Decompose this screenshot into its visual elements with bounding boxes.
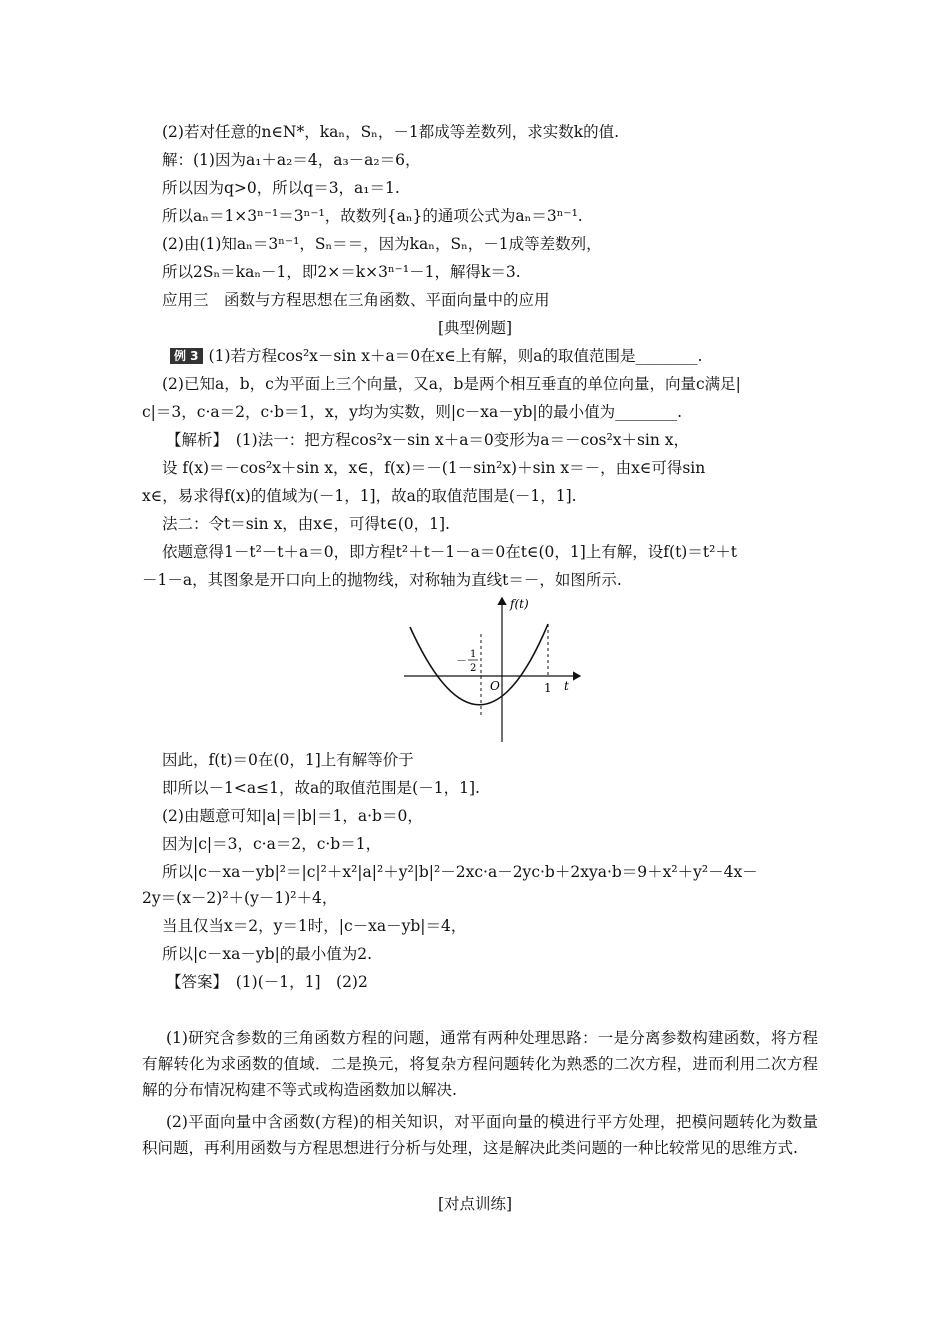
example-line: c|＝3，c·a＝2，c·b＝1，x，y均为实数，则|c－xa－yb|的最小值为________. <box>142 403 683 421</box>
fraction-denominator: 2 <box>470 663 477 674</box>
t-axis-label: t <box>564 679 569 693</box>
analysis-line: －1－a，其图象是开口向上的抛物线，对称轴为直线t＝－，如图所示. <box>142 571 622 589</box>
analysis-line: 所以|c－xa－yb|的最小值为2. <box>162 945 373 963</box>
method-note-2: (2)平面向量中含函数(方程)的相关知识，对平面向量的模进行平方处理，把模问题转化为数量积问题，再利用函数与方程思想进行分析与处理，这是解决此类问题的一种比较常见的思维方式. <box>142 1113 818 1157</box>
fraction-minus-sign: － <box>456 654 467 667</box>
fraction-numerator: 1 <box>470 649 477 660</box>
ft-axis-label: f(t) <box>510 597 529 611</box>
analysis-line: 设 f(x)＝－cos²x＋sin x，x∈，f(x)＝－(1－sin²x)＋sin x＝－，由x∈可得sin <box>162 459 706 477</box>
solution-line: 解：(1)因为a₁＋a₂＝4，a₃－a₂＝6， <box>162 151 421 169</box>
parabola-curve <box>410 624 548 705</box>
solution-line: 所以因为q>0，所以q＝3，a₁＝1. <box>162 179 400 197</box>
analysis-line: 所以|c－xa－yb|²＝|c|²＋x²|a|²＋y²|b|²－2xc·a－2yc·b＋2xya·b＝9＋x²＋y²－4x－ <box>162 863 758 881</box>
answer-line: 【答案】 (1)(－1，1] (2)2 <box>166 973 368 991</box>
solution-line: 所以2Sₙ＝kaₙ－1，即2×＝k×3ⁿ⁻¹－1，解得k＝3. <box>162 263 521 281</box>
example-line: (2)已知a，b，c为平面上三个向量，又a，b是两个相互垂直的单位向量，向量c满足| <box>162 375 741 393</box>
analysis-line: 【解析】 (1)法一：把方程cos²x－sin x＋a＝0变形为a＝－cos²x＋sin x， <box>166 431 690 449</box>
example-line <box>170 346 850 366</box>
section-heading: 应用三 函数与方程思想在三角函数、平面向量中的应用 <box>162 291 550 309</box>
solution-line: 所以aₙ＝1×3ⁿ⁻¹＝3ⁿ⁻¹，故数列{aₙ}的通项公式为aₙ＝3ⁿ⁻¹. <box>162 207 583 225</box>
question-part-2: (2)若对任意的n∈N*，kaₙ，Sₙ，－1都成等差数列，求实数k的值. <box>162 123 620 141</box>
analysis-line: 因为|c|＝3，c·a＝2，c·b＝1， <box>162 835 382 853</box>
subsection-heading: [典型例题] <box>437 319 513 337</box>
analysis-line: 因此，f(t)＝0在(0，1]上有解等价于 <box>162 751 414 769</box>
analysis-line: 法二：令t＝sin x，由x∈，可得t∈(0，1]. <box>162 515 450 533</box>
analysis-line: 当且仅当x＝2，y＝1时，|c－xa－yb|＝4， <box>162 917 467 935</box>
example-text: (1)若方程cos²x－sin x＋a＝0在x∈上有解，则a的取值范围是________. <box>208 347 703 365</box>
parabola-graph <box>404 594 588 744</box>
analysis-line: 依题意得1－t²－t＋a＝0，即方程t²＋t－1－a＝0在t∈(0，1]上有解，设f(t)＝t²＋t <box>162 543 738 561</box>
analysis-line: 即所以－1<a≤1，故a的取值范围是(－1，1]. <box>162 779 480 797</box>
parabola-figure <box>404 594 588 744</box>
analysis-line: 2y＝(x－2)²＋(y－1)²＋4， <box>142 889 338 907</box>
practice-heading: [对点训练] <box>437 1195 513 1213</box>
solution-line: (2)由(1)知aₙ＝3ⁿ⁻¹，Sₙ＝＝，因为kaₙ，Sₙ，－1成等差数列， <box>162 235 602 253</box>
method-note-1: (1)研究含参数的三角函数方程的问题，通常有两种处理思路：一是分离参数构建函数，将方程有解转化为求函数的值域．二是换元，将复杂方程问题转化为熟悉的二次方程，进而利用二次方程解的分布情况构建不等式或构造函数加以解决. <box>142 1029 818 1099</box>
tick-one-label: 1 <box>544 681 552 695</box>
analysis-line: (2)由题意可知|a|＝|b|＝1，a·b＝0， <box>162 807 423 825</box>
origin-label: O <box>490 679 500 693</box>
analysis-line: x∈，易求得f(x)的值域为(－1，1]，故a的取值范围是(－1，1]. <box>142 487 577 505</box>
example-badge: 例 3 <box>170 348 203 364</box>
